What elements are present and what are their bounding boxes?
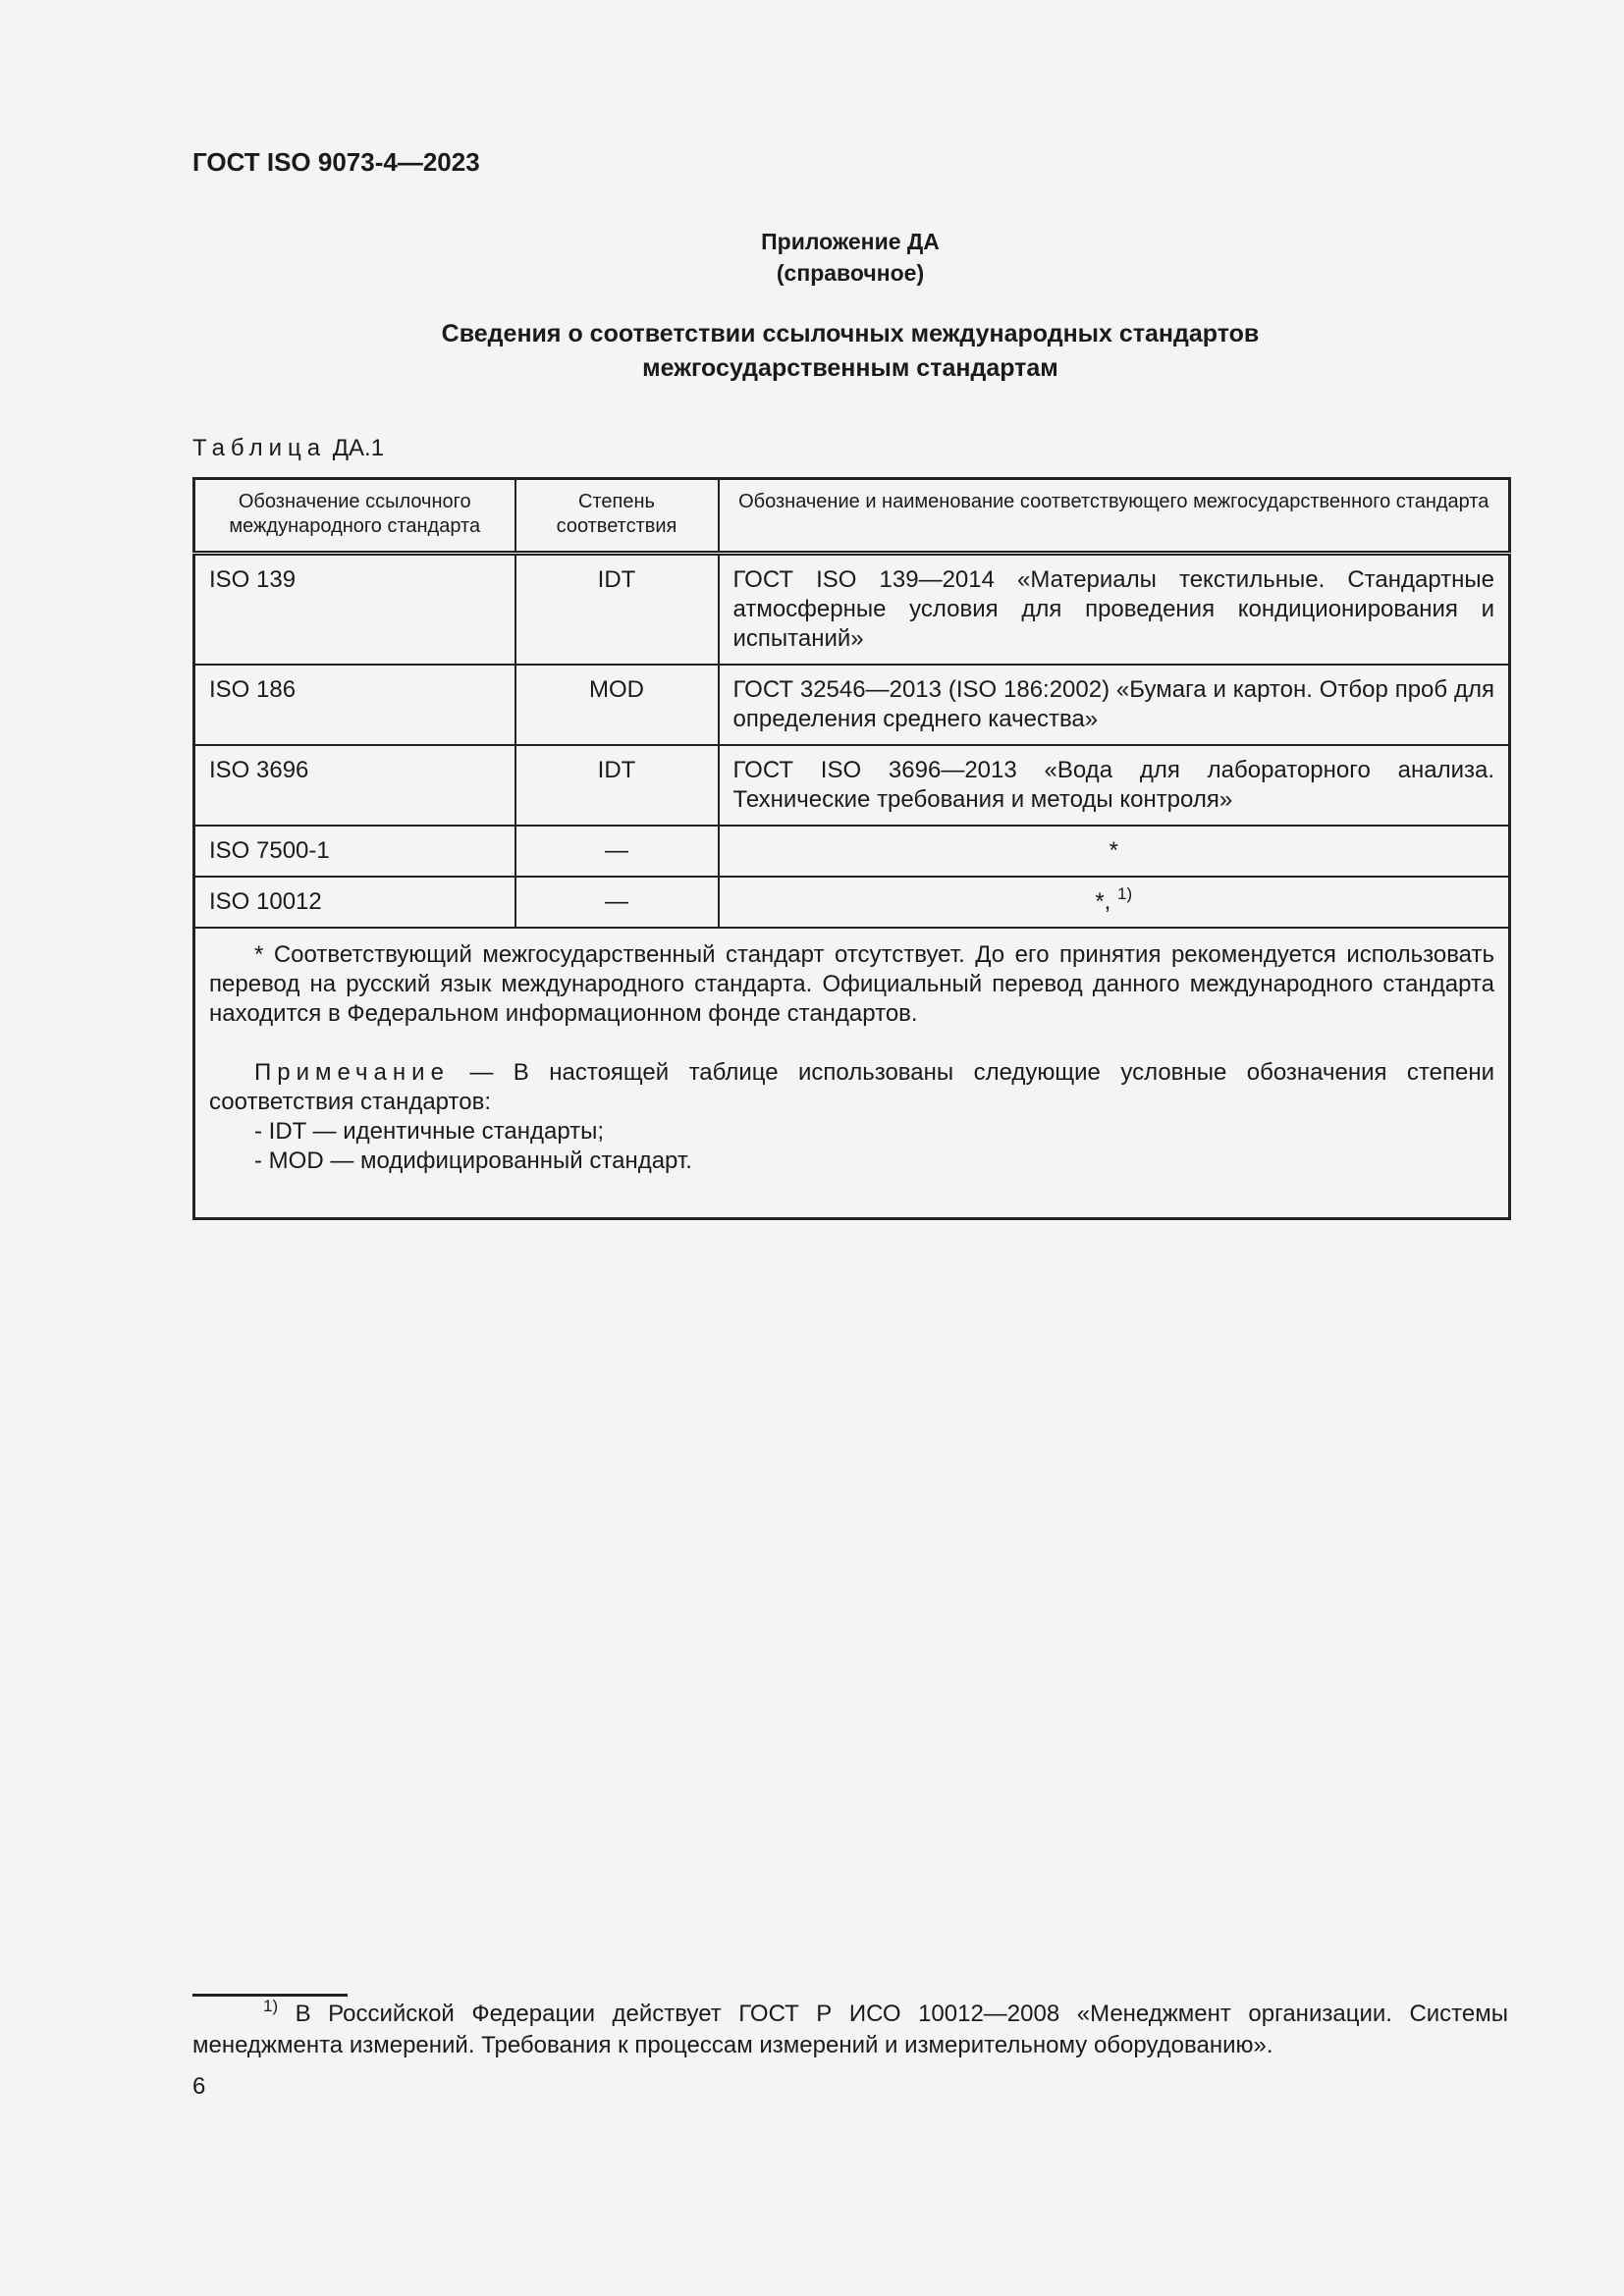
cell-reference: ISO 10012: [194, 877, 515, 928]
cell-degree: IDT: [515, 554, 719, 666]
note-list-item-idt: - IDT — идентичные стандарты;: [254, 1118, 605, 1145]
page-footnote: [192, 1999, 1508, 2061]
cell-reference: ISO 3696: [194, 745, 515, 826]
table-note: [209, 1058, 1494, 1117]
table-notes-row: [194, 928, 1510, 1219]
cell-reference: ISO 7500-1: [194, 826, 515, 877]
note-text: — В настоящей таблице использованы следующие условные обозначения степени соответствия стандартов:: [209, 1059, 1494, 1115]
section-title: [192, 317, 1508, 386]
document-code: ГОСТ ISO 9073-4—2023: [192, 147, 480, 177]
cell-degree: MOD: [515, 665, 719, 745]
appendix-heading: [192, 226, 1508, 289]
header-interstate-standard: Обозначение и наименование соответствующего межгосударственного стандарта: [719, 479, 1510, 554]
table-header-row: [194, 479, 1510, 554]
cell-standard-text: *,: [1095, 888, 1111, 915]
note-label: Примечание: [254, 1059, 450, 1086]
table-row: [194, 745, 1510, 826]
footnote-text: В Российской Федерации действует ГОСТ Р ИСО 10012—2008 «Менеджмент организации. Системы менеджмента измерений. Требования к процессам измерений и измерительному оборудованию».: [192, 2001, 1508, 2058]
note-list-item-mod: - MOD — модифицированный стандарт.: [254, 1148, 692, 1174]
cell-standard: [719, 877, 1510, 928]
table-row: [194, 554, 1510, 666]
header-reference-standard: Обозначение ссылочного международного стандарта: [194, 479, 515, 554]
page-number: 6: [192, 2073, 206, 2100]
table-row: [194, 826, 1510, 877]
appendix-title: Приложение ДА: [761, 229, 940, 254]
cell-degree: —: [515, 826, 719, 877]
correspondence-table-wrapper: [192, 477, 1508, 1220]
table-caption: [192, 435, 384, 462]
cell-standard: ГОСТ 32546—2013 (ISO 186:2002) «Бумага и картон. Отбор проб для определения среднего качества»: [719, 665, 1510, 745]
cell-degree: IDT: [515, 745, 719, 826]
cell-standard: *: [719, 826, 1510, 877]
footnote-reference-marker: 1): [1117, 884, 1133, 903]
table-notes-cell: [194, 928, 1510, 1219]
cell-standard: ГОСТ ISO 139—2014 «Материалы текстильные. Стандартные атмосферные условия для проведения кондиционирования и испытаний»: [719, 554, 1510, 666]
cell-standard: ГОСТ ISO 3696—2013 «Вода для лабораторного анализа. Технические требования и методы контроля»: [719, 745, 1510, 826]
section-title-line2: межгосударственным стандартам: [642, 354, 1058, 382]
table-caption-number: ДА.1: [332, 435, 385, 461]
footnote-marker: 1): [263, 1997, 279, 2015]
appendix-subtitle: (справочное): [776, 260, 925, 286]
correspondence-table: [192, 477, 1511, 1220]
cell-reference: ISO 139: [194, 554, 515, 666]
header-degree: Степень соответствия: [515, 479, 719, 554]
table-row: [194, 665, 1510, 745]
cell-degree: —: [515, 877, 719, 928]
cell-reference: ISO 186: [194, 665, 515, 745]
section-title-line1: Сведения о соответствии ссылочных международных стандартов: [441, 320, 1260, 347]
table-caption-word: Таблица: [192, 435, 327, 461]
table-row: [194, 877, 1510, 928]
star-footnote: * Соответствующий межгосударственный стандарт отсутствует. До его принятия рекомендуется использовать перевод на русский язык международного стандарта. Официальный перевод данного международного стандарта находится в Федеральном информационном фонде стандартов.: [209, 941, 1494, 1027]
